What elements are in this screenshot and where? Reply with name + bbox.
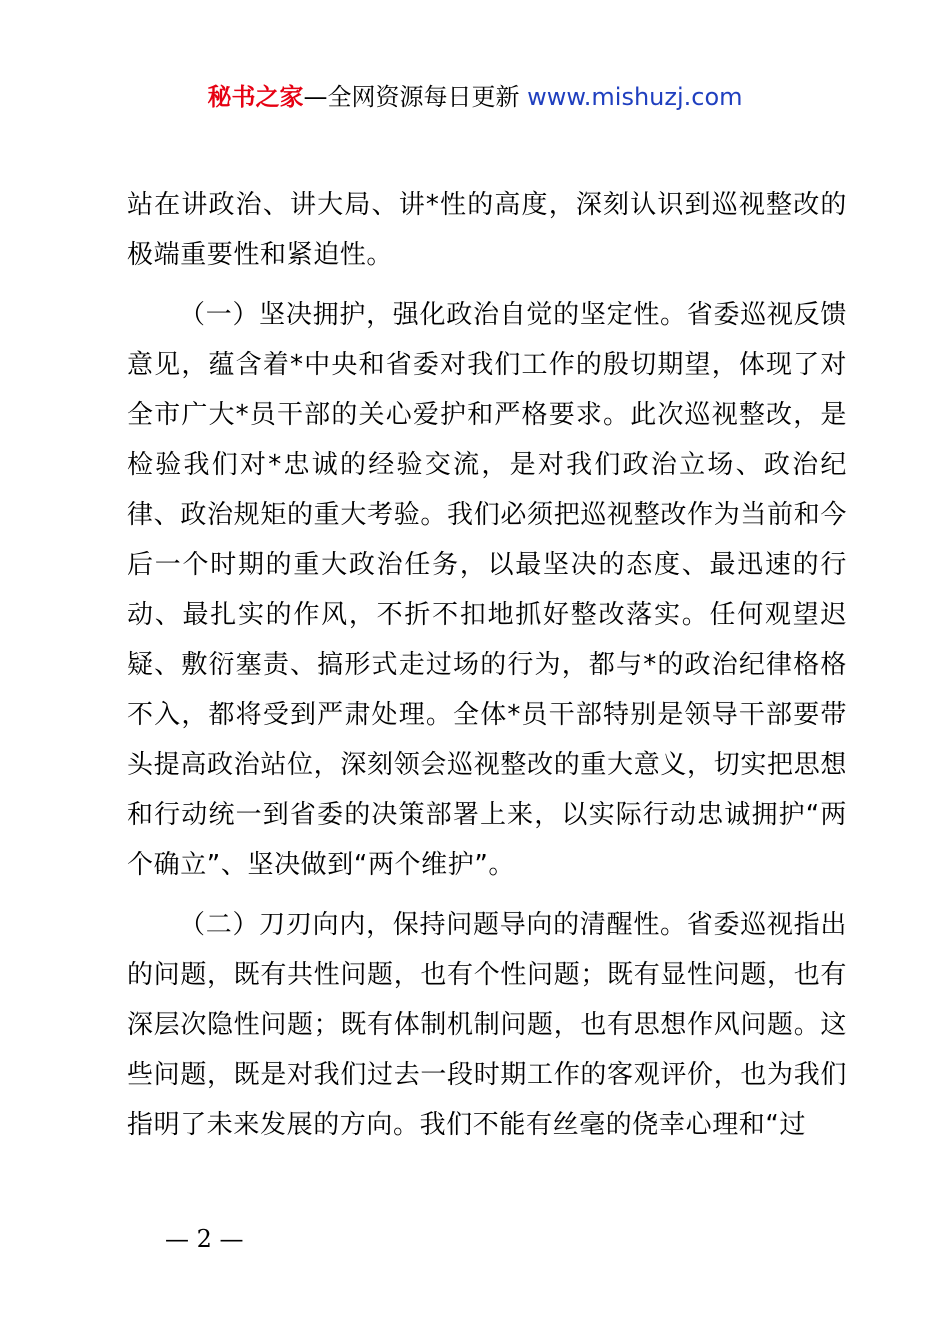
site-header <box>0 80 950 114</box>
paragraph-section-1: （一）坚决拥护，强化政治自觉的坚定性。省委巡视反馈意见，蕴含着*中央和省委对我们工作的殷切期望，体现了对全市广大*员干部的关心爱护和严格要求。此次巡视整改，是检验我们对*忠诚的经验交流，是对我们政治立场、政治纪律、政治规矩的重大考验。我们必须把巡视整改作为当前和今后一个时期的重大政治任务，以最坚决的态度、最迅速的行动、最扎实的作风，不折不扣地抓好整改落实。任何观望迟疑、敷衍塞责、搞形式走过场的行为，都与*的政治纪律格格不入，都将受到严肃处理。全体*员干部特别是领导干部要带头提高政治站位，深刻领会巡视整改的重大意义，切实把思想和行动统一到省委的决策部署上来，以实际行动忠诚拥护“两个确立”、坚决做到“两个维护”。 <box>127 300 847 880</box>
page-number: — 2 — <box>165 1225 244 1253</box>
site-tagline: —全网资源每日更新 <box>303 83 520 111</box>
paragraph-section-2: （二）刀刃向内，保持问题导向的清醒性。省委巡视指出的问题，既有共性问题，也有个性问题；既有显性问题，也有深层次隐性问题；既有体制机制问题，也有思想作风问题。这些问题，既是对我们过去一段时期工作的客观评价，也为我们指明了未来发展的方向。我们不能有丝毫的侥幸心理和“过 <box>127 910 847 1140</box>
paragraph-continuation: 站在讲政治、讲大局、讲*性的高度，深刻认识到巡视整改的极端重要性和紧迫性。 <box>127 190 847 270</box>
document-body <box>127 180 847 1150</box>
site-brand: 秘书之家 <box>207 83 304 111</box>
site-url-link[interactable]: www.mishuzj.com <box>527 83 743 111</box>
